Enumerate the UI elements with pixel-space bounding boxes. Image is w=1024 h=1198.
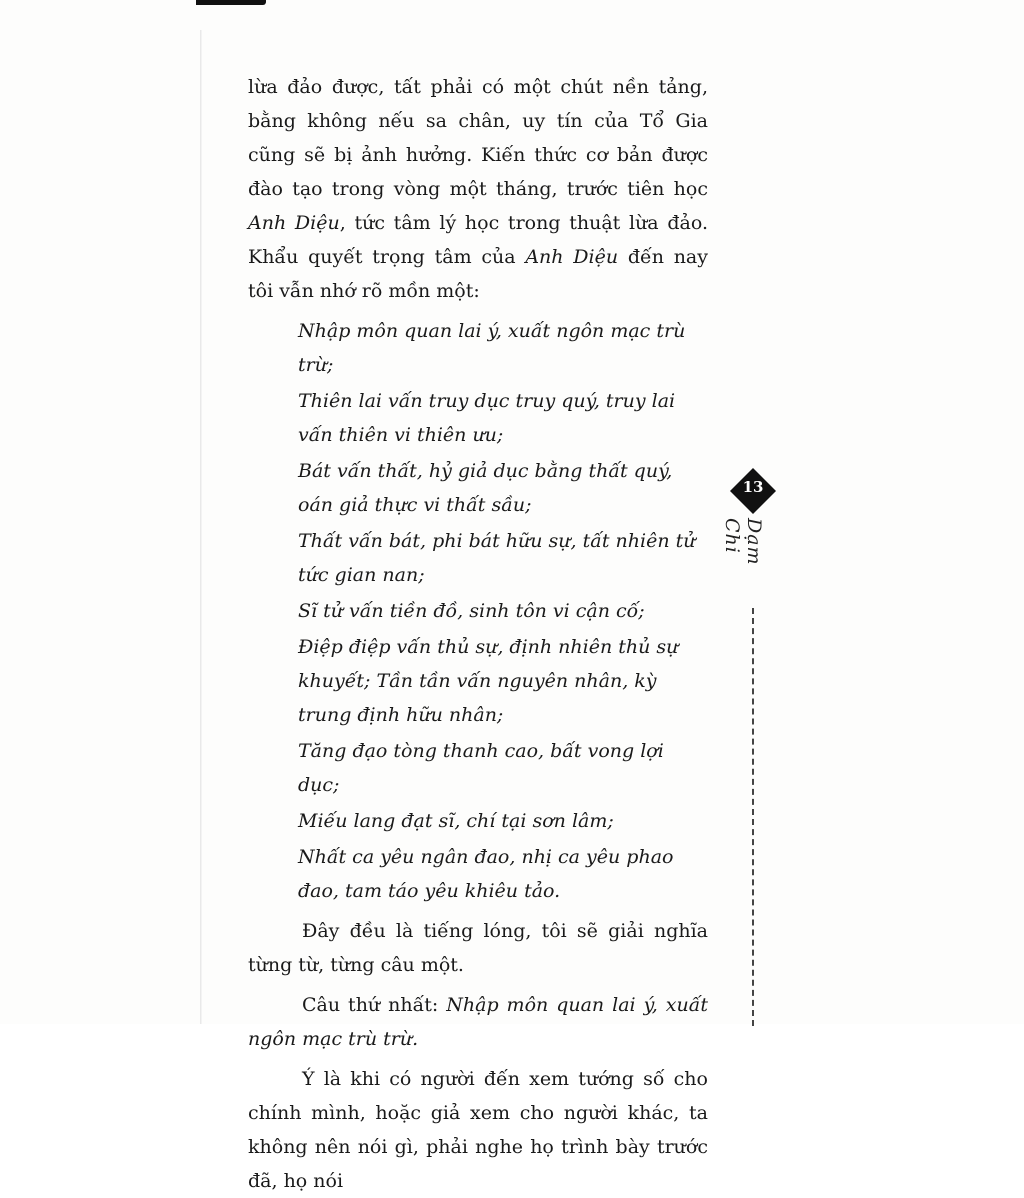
para1-run-4: đến nay tôi vẫn nhớ rõ mồn một:	[248, 246, 708, 302]
para1-run-1: Anh Diệu	[248, 212, 340, 234]
verse-block	[248, 314, 708, 908]
side-margin	[721, 466, 778, 1026]
para1-run-3: Anh Diệu	[525, 246, 619, 268]
page-gutter-shadow	[200, 30, 202, 1024]
paragraph-3	[248, 988, 708, 1056]
verse-line: Điệp điệp vấn thủ sự, định nhiên thủ sự khuyết; Tần tần vấn nguyên nhân, kỳ trung định hữu nhân;	[298, 636, 679, 726]
page-top-edge-mark	[196, 0, 266, 5]
verse-line: Miếu lang đạt sĩ, chí tại sơn lâm;	[298, 810, 614, 832]
paragraph-2: Đây đều là tiếng lóng, tôi sẽ giải nghĩa từng từ, từng câu một.	[248, 920, 708, 976]
verse-line: Thất vấn bát, phi bát hữu sự, tất nhiên tử tức gian nan;	[298, 530, 696, 586]
verse-line: Tăng đạo tòng thanh cao, bất vong lợi dục;	[298, 740, 664, 796]
verse-line: Sĩ tử vấn tiền đồ, sinh tôn vi cận cố;	[298, 600, 645, 622]
verse-line: Thiên lai vấn truy dục truy quý, truy lai vấn thiên vi thiên ưu;	[298, 390, 676, 446]
para3-run-1: Nhập môn quan lai ý, xuất ngôn mạc trù trừ.	[248, 994, 709, 1050]
verse-line: Nhất ca yêu ngân đao, nhị ca yêu phao đao, tam táo yêu khiêu tảo.	[298, 846, 674, 902]
verse-line: Bát vấn thất, hỷ giả dục bằng thất quý, oán giả thực vi thất sầu;	[298, 460, 673, 516]
paragraph-1	[248, 70, 708, 308]
dashed-rule	[752, 608, 754, 1026]
body-text	[248, 70, 708, 1198]
running-head: Dạm Chi	[721, 518, 765, 566]
verse-line: Nhập môn quan lai ý, xuất ngôn mạc trù trừ;	[298, 320, 686, 376]
page-number: 13	[742, 478, 764, 496]
paragraph-4: Ý là khi có người đến xem tướng số cho chính mình, hoặc giả xem cho người khác, ta không nên nói gì, phải nghe họ trình bày trước đã, họ nói	[248, 1068, 708, 1192]
para1-run-0: lừa đảo được, tất phải có một chút nền tảng, bằng không nếu sa chân, uy tín của Tổ Gia cũng sẽ bị ảnh hưởng. Kiến thức cơ bản được đào tạo trong vòng một tháng, trước tiên học	[248, 76, 708, 200]
para3-run-0: Câu thứ nhất:	[302, 994, 447, 1016]
para1-run-2: , tức tâm lý học trong thuật lừa đảo. Khẩu quyết trọng tâm của	[248, 212, 708, 268]
